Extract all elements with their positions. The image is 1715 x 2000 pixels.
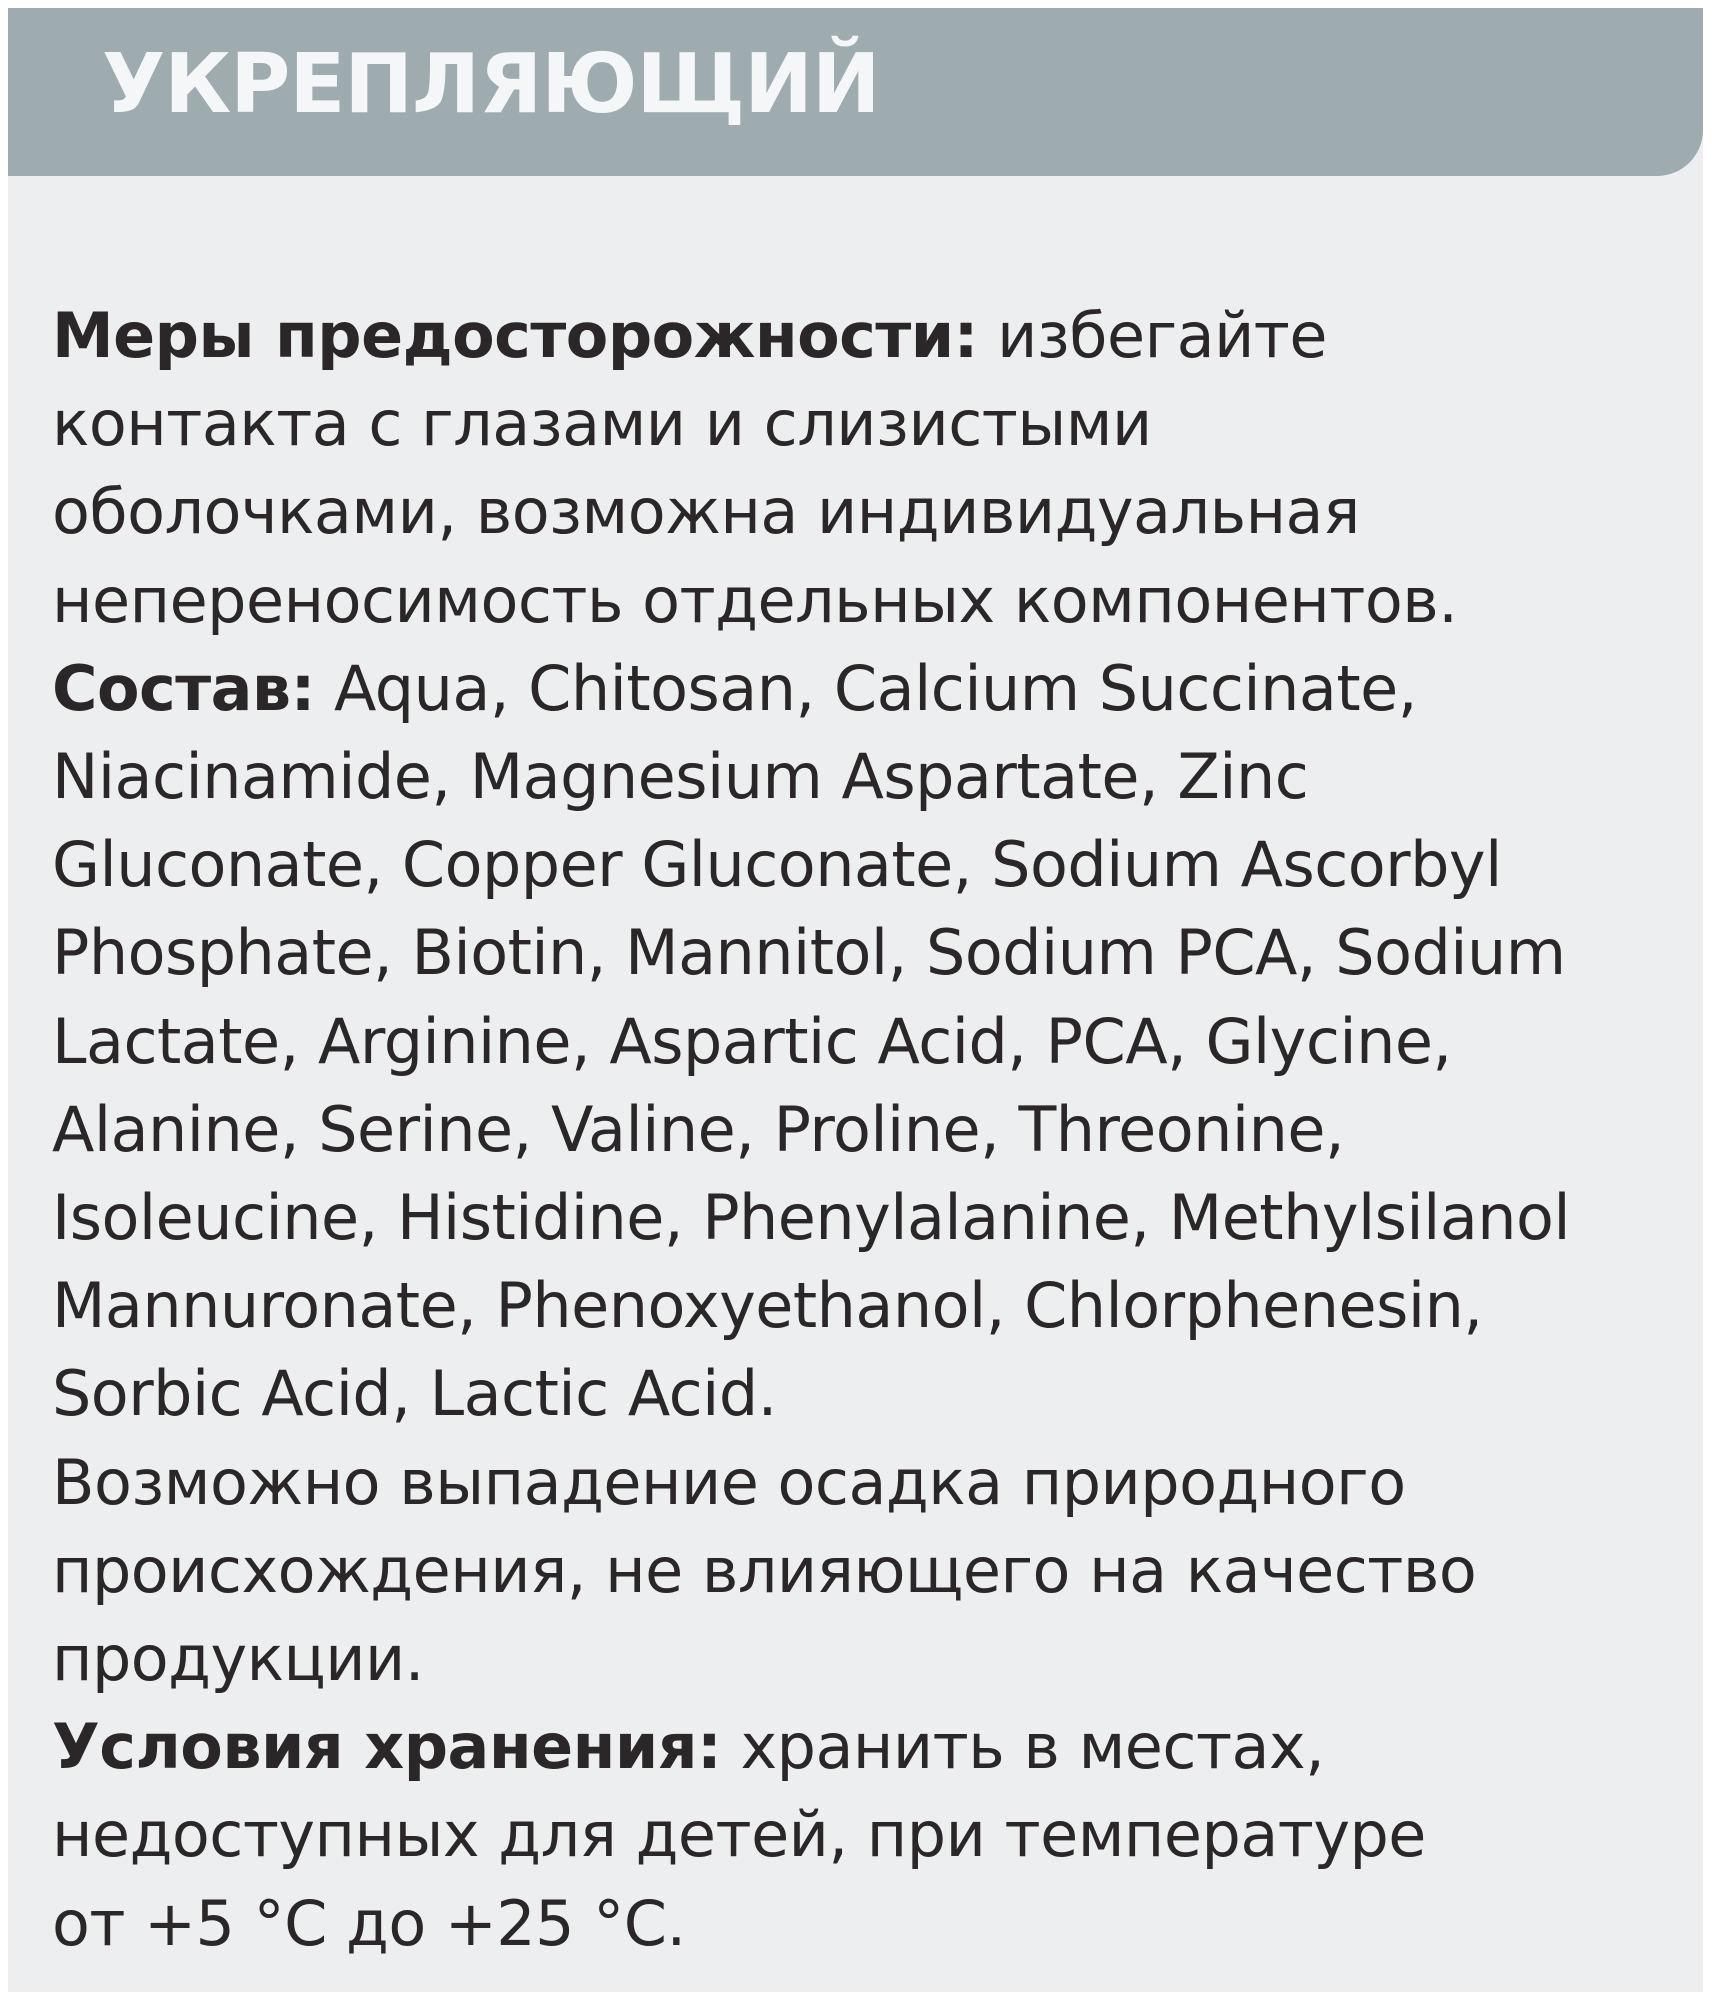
storage-heading: Условия хранения: — [52, 1710, 722, 1784]
composition-line-1 — [52, 645, 1690, 733]
composition-heading: Состав: — [52, 651, 315, 725]
product-title: УКРЕПЛЯЮЩИЙ — [102, 37, 880, 132]
storage-line-1 — [52, 1703, 1690, 1791]
composition-line-7: Isoleucine, Histidine, Phenylalanine, Methylsilanol — [52, 1181, 1571, 1255]
precautions-line-4: непереносимость отдельных компонентов. — [52, 563, 1458, 637]
sediment-line-1: Возможно выпадение осадка природного — [52, 1445, 1406, 1519]
composition-text: Aqua, Chitosan, Calcium Succinate, — [334, 651, 1417, 725]
precautions-line-2: контакта с глазами и слизистыми — [52, 387, 1152, 461]
precautions-line-3: оболочками, возможна индивидуальная — [52, 475, 1360, 549]
label-text-block — [52, 292, 1692, 1968]
composition-line-5: Lactate, Arginine, Aspartic Acid, PCA, Glycine, — [52, 1004, 1452, 1078]
composition-line-2: Niacinamide, Magnesium Aspartate, Zinc — [52, 740, 1309, 814]
sediment-line-2: происхождения, не влияющего на качество — [52, 1533, 1477, 1607]
precautions-heading: Меры предосторожности: — [52, 299, 978, 372]
composition-line-4: Phosphate, Biotin, Mannitol, Sodium PCA, Sodium — [52, 916, 1566, 990]
storage-text: хранить в местах, — [740, 1710, 1325, 1784]
sediment-line-3: продукции. — [52, 1622, 424, 1696]
precautions-text: избегайте — [997, 299, 1327, 372]
precautions-line-1 — [52, 292, 1690, 380]
composition-line-8: Mannuronate, Phenoxyethanol, Chlorphenesin, — [52, 1269, 1483, 1343]
composition-line-3: Gluconate, Copper Gluconate, Sodium Ascorbyl — [52, 828, 1502, 902]
composition-line-6: Alanine, Serine, Valine, Proline, Threonine, — [52, 1092, 1345, 1166]
storage-line-3: от +5 °С до +25 °С. — [52, 1886, 686, 1960]
storage-line-2: недоступных для детей, при температуре — [52, 1798, 1426, 1872]
composition-line-9: Sorbic Acid, Lactic Acid. — [52, 1357, 777, 1431]
